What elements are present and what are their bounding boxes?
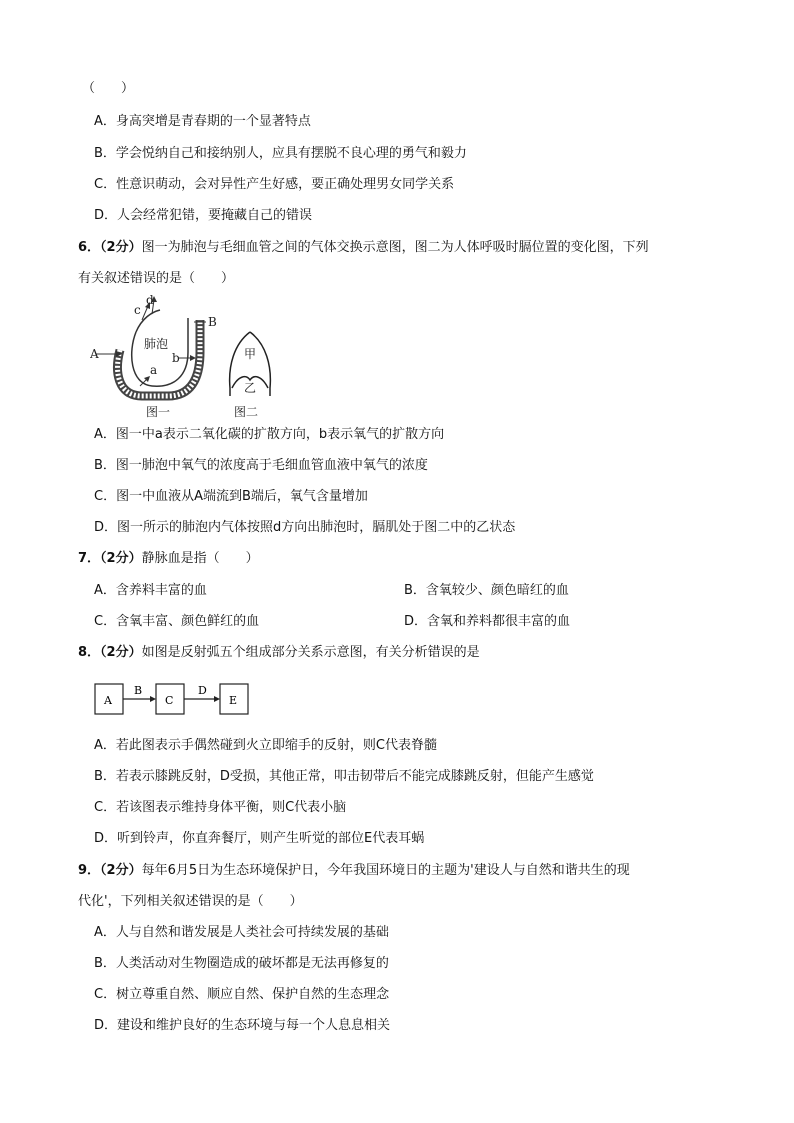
q8-option-a[interactable]: A．若此图表示手偶然碰到火立即缩手的反射，则C代表脊髓 — [94, 738, 437, 753]
q7-option-b[interactable]: B．含氧较少、颜色暗红的血 — [404, 583, 569, 598]
q6-figure — [90, 292, 290, 422]
q7-stem-text: 静脉血是指（ ） — [141, 551, 259, 566]
label-a: a — [150, 363, 158, 377]
q6-number: 6． — [78, 240, 101, 255]
q9-number: 9． — [78, 863, 101, 878]
q7-stem — [78, 552, 259, 567]
fig2-caption: 图二 — [234, 405, 259, 419]
q5-option-d[interactable]: D．人会经常犯错，要掩藏自己的错误 — [94, 208, 313, 223]
q5-option-c[interactable]: C．性意识萌动，会对异性产生好感，要正确处理男女同学关系 — [94, 177, 455, 192]
q6-option-c[interactable]: C．图一中血液从A端流到B端后，氧气含量增加 — [94, 489, 368, 504]
q8-option-b[interactable]: B．若表示膝跳反射，D受损，其他正常，叩击韧带后不能完成膝跳反射，但能产生感觉 — [94, 769, 594, 784]
q6-stem-line1 — [78, 241, 649, 256]
q8-option-d[interactable]: D．听到铃声，你直奔餐厅，则产生听觉的部位E代表耳蜗 — [94, 831, 425, 846]
q6-option-b[interactable]: B．图一肺泡中氧气的浓度高于毛细血管血液中氧气的浓度 — [94, 458, 428, 473]
q9-stem-line1 — [78, 864, 630, 879]
q9-option-a[interactable]: A．人与自然和谐发展是人类社会可持续发展的基础 — [94, 925, 389, 940]
q5-paren: （ ） — [82, 81, 135, 96]
q8-option-c[interactable]: C．若该图表示维持身体平衡，则C代表小脑 — [94, 800, 347, 815]
fig2-diaphragm-diagram — [230, 332, 271, 419]
fig1-caption: 图一 — [146, 405, 171, 419]
arrow-B-head — [150, 696, 156, 702]
box-A-label: A — [104, 694, 112, 707]
label-yi: 乙 — [244, 381, 257, 395]
q5-option-a[interactable]: A．身高突增是青春期的一个显著特点 — [94, 114, 311, 129]
label-d: d — [146, 293, 154, 307]
arrow-D-label: D — [198, 684, 207, 697]
q8-reflex-arc-figure — [94, 680, 264, 720]
label-b: b — [172, 351, 180, 365]
q8-stem-text: 如图是反射弧五个组成部分关系示意图，有关分析错误的是 — [141, 645, 480, 660]
q6-option-a[interactable]: A．图一中a表示二氧化碳的扩散方向，b表示氧气的扩散方向 — [94, 427, 445, 442]
q7-option-c[interactable]: C．含氧丰富、颜色鲜红的血 — [94, 614, 260, 629]
label-B: B — [208, 315, 217, 329]
q6-option-d[interactable]: D．图一所示的肺泡内气体按照d方向出肺泡时，膈肌处于图二中的乙状态 — [94, 520, 516, 535]
arrow-b-head — [190, 355, 196, 361]
arrow-B-label: B — [134, 684, 143, 697]
fig1-alveolus-diagram — [90, 293, 217, 419]
q9-option-d[interactable]: D．建设和维护良好的生态环境与每一个人息息相关 — [94, 1018, 391, 1033]
box-E-label: E — [229, 694, 238, 707]
q6-stem-text1: 图一为肺泡与毛细血管之间的气体交换示意图，图二为人体呼吸时膈位置的变化图，下列 — [141, 240, 649, 255]
q7-score: （2分） — [100, 551, 142, 566]
q8-score: （2分） — [100, 645, 142, 660]
q7-option-a[interactable]: A．含养料丰富的血 — [94, 583, 207, 598]
q9-option-b[interactable]: B．人类活动对生物圈造成的破坏都是无法再修复的 — [94, 956, 389, 971]
q8-number: 8． — [78, 645, 101, 660]
q6-score: （2分） — [100, 240, 142, 255]
q7-number: 7． — [78, 551, 101, 566]
label-c: c — [134, 303, 141, 317]
q9-stem-line2: 代化'，下列相关叙述错误的是（ ） — [78, 894, 303, 909]
label-A: A — [90, 347, 99, 361]
q9-score: （2分） — [100, 863, 142, 878]
box-C-label: C — [165, 694, 174, 707]
q5-option-b[interactable]: B．学会悦纳自己和接纳别人，应具有摆脱不良心理的勇气和毅力 — [94, 146, 467, 161]
q6-stem-line2: 有关叙述错误的是（ ） — [78, 271, 235, 286]
q9-option-c[interactable]: C．树立尊重自然、顺应自然、保护自然的生态理念 — [94, 987, 390, 1002]
q8-stem — [78, 646, 480, 661]
q7-option-d[interactable]: D．含氧和养料都很丰富的血 — [404, 614, 571, 629]
q9-stem-text1: 每年6月5日为生态环境保护日，今年我国环境日的主题为'建设人与自然和谐共生的现 — [141, 863, 630, 878]
arrow-D-head — [214, 696, 220, 702]
label-alveolus: 肺泡 — [144, 337, 169, 351]
label-jia: 甲 — [244, 347, 257, 361]
